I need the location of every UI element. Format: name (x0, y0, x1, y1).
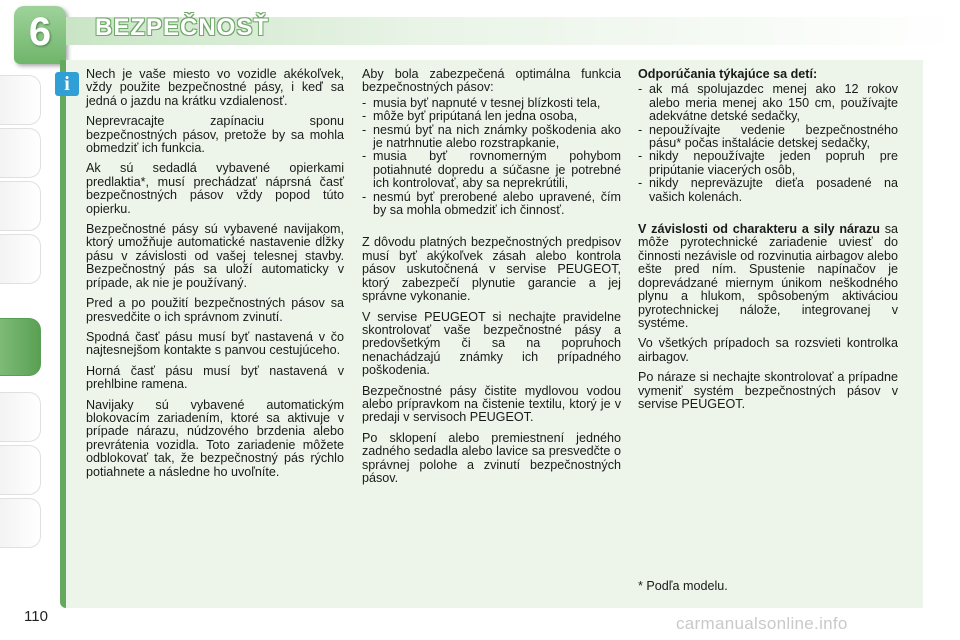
paragraph: Z dôvodu platných bezpečnostných predpisov musí byť akýkoľvek zásah alebo kontrola pásov uskutočnená v servise PEUGEOT, ktorý zabezpečí plynutie garancie a jej správne vykonanie. (362, 235, 621, 304)
list-item: - musia byť rovnomerným pohybom potiahnuté dopredu a súčasne je potrebné ich kontrolovať, aby sa neprekrútili, (362, 150, 621, 190)
column-2 (362, 68, 621, 492)
chapter-number: 6 (28, 10, 52, 54)
side-tab[interactable] (0, 181, 41, 231)
footnote: * Podľa modelu. (638, 579, 728, 593)
page-number: 110 (24, 608, 48, 625)
paragraph: Nech je vaše miesto vo vozidle akékoľvek, vždy použite bezpečnostné pásy, i keď sa jedná o jazdu na krátku vzdialenosť. (86, 67, 344, 108)
paragraph: V servise PEUGEOT si nechajte pravidelne skontrolovať vaše bezpečnostné pásy a predovšetkým či sa na popruhoch nenachádzajú známky ich prípadného poškodenia. (362, 309, 621, 378)
side-tab[interactable] (0, 75, 41, 125)
list-item: - môže byť pripútaná len jedna osoba, (362, 110, 621, 123)
pyrotechnic-paragraph (638, 223, 898, 330)
paragraph: Pred a po použití bezpečnostných pásov sa presvedčite o ich správnom zvinutí. (86, 296, 344, 324)
column-1 (86, 68, 344, 486)
paragraph: Navijaky sú vybavené automatickým blokovacím zariadením, ktoré sa aktivuje v prípade nárazu, núdzového brzdenia alebo prevrátenia vozidla. Toto zariadenie môžete odblokovať tak, že bezpečnostný pás rýchlo potiahnete a následne ho uvoľníte. (86, 397, 344, 479)
chapter-tab (14, 6, 66, 64)
paragraph: Bezpečnostné pásy čistite mydlovou vodou alebo prípravkom na čistenie textilu, ktorý je v predaji v servisoch PEUGEOT. (362, 383, 621, 425)
page-title: BEZPEČNOSŤ (95, 14, 270, 41)
paragraph: Ak sú sedadlá vybavené opierkami predlaktia*, musí prechádzať náprsná časť bezpečnostných pásov vždy popod túto opierku. (86, 161, 344, 216)
list-item: - nikdy nepoužívajte jeden popruh pre pripútanie viacerých osôb, (638, 150, 898, 177)
list-item: - nesmú byť prerobené alebo upravené, čím by sa mohla obmedziť ich činnosť. (362, 191, 621, 218)
column-3 (638, 68, 898, 418)
paragraph: Bezpečnostné pásy sú vybavené navijakom, ktorý umožňuje automatické nastavenie dĺžky pásu v závislosti od vašej telesnej stavby. Bezpečnostný pás sa uloží automaticky v prípade, ak nie je používaný. (86, 222, 344, 290)
children-heading: Odporúčania týkajúce sa detí: (638, 67, 818, 81)
paragraph: Po náraze si nechajte skontrolovať a prípadne vymeniť systém bezpečnostných pásov v servise PEUGEOT. (638, 370, 898, 411)
side-tab[interactable] (0, 498, 41, 548)
side-tab[interactable] (0, 392, 41, 442)
intro-text: Aby bola zabezpečená optimálna funkcia bezpečnostných pásov: (362, 67, 621, 95)
pyrotechnic-text: sa môže pyrotechnické zariadenie uviesť do činnosti nezávisle od rozvinutia airbagov alebo ešte pred ním. Spustenie napínačov je doprevádzané miernym únikom neškodného plynu a hlukom, spôsobeným aktiváciou pyrotechnickej nálože, integrovanej v systéme. (638, 222, 898, 330)
info-icon: i (55, 72, 79, 96)
watermark: carmanualsonline.info (676, 614, 848, 633)
children-recommendations-list (638, 83, 898, 204)
list-item: - musia byť napnuté v tesnej blízkosti tela, (362, 97, 621, 110)
belt-conditions-list (362, 97, 621, 218)
list-item: - nesmú byť na nich známky poškodenia ako je natrhnutie alebo rozstrapkanie, (362, 124, 621, 151)
list-item: - ak má spolujazdec menej ako 12 rokov alebo meria menej ako 150 cm, používajte adekvátne detské sedačky, (638, 83, 898, 123)
list-item: - nepoužívajte vedenie bezpečnostného pásu* počas inštalácie detskej sedačky, (638, 124, 898, 151)
pyrotechnic-lead: V závislosti od charakteru a sily nárazu (638, 222, 880, 237)
side-tab[interactable] (0, 128, 41, 178)
paragraph: Spodná časť pásu musí byť nastavená v čo najtesnejšom kontakte s panvou cestujúceho. (86, 329, 344, 358)
paragraph: Neprevracajte zapínaciu sponu bezpečnostných pásov, pretože by sa mohla obmedziť ich funkcia. (86, 114, 344, 156)
paragraph: Horná časť pásu musí byť nastavená v prehlbine ramena. (86, 363, 344, 392)
side-tab[interactable] (0, 234, 41, 284)
paragraph: Po sklopení alebo premiestnení jedného zadného sedadla alebo lavice sa presvedčte o správnej polohe a zvinutí bezpečnostných pásov. (362, 430, 621, 485)
side-tab-active[interactable] (0, 318, 41, 376)
list-item: - nikdy nepreväzujte dieťa posadené na vašich kolenách. (638, 177, 898, 204)
paragraph: Vo všetkých prípadoch sa rozsvieti kontrolka airbagov. (638, 336, 898, 364)
side-tab[interactable] (0, 445, 41, 495)
